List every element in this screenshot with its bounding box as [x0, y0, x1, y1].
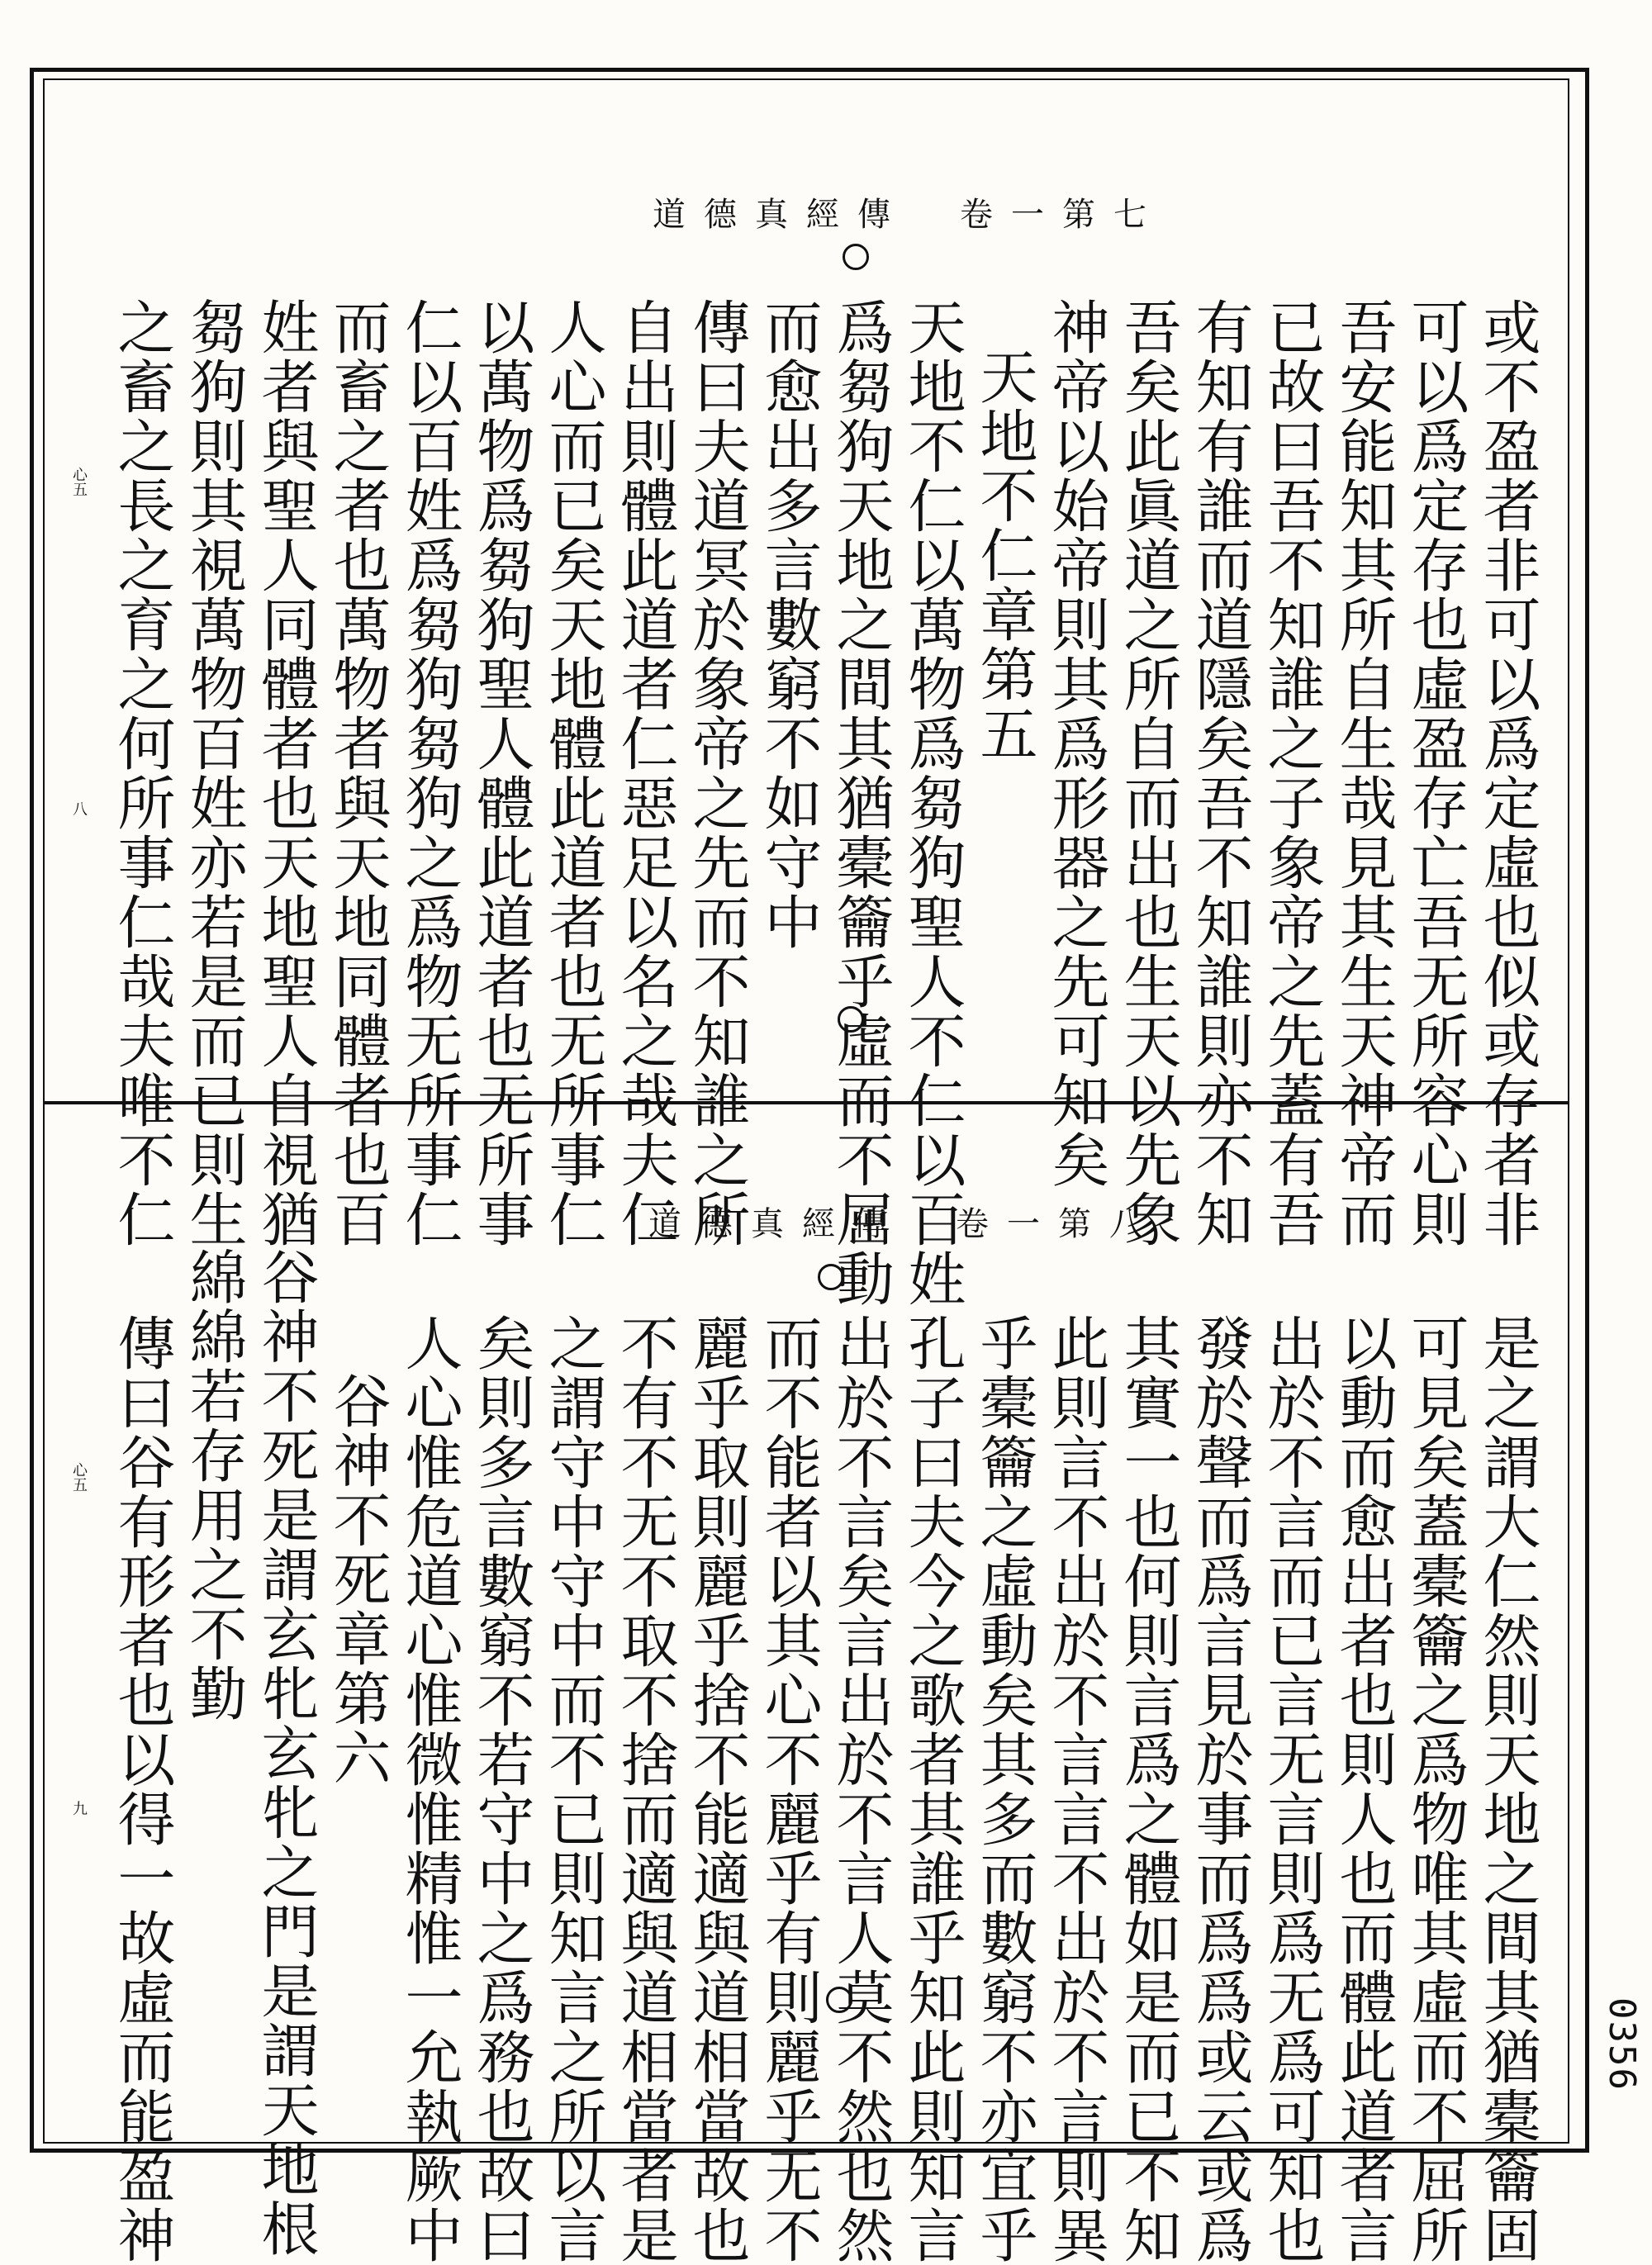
bottom-column-16: 人心惟危道心惟微惟精惟一允執厥中 — [396, 1313, 463, 2265]
top-margin-note-2: 八 — [70, 801, 88, 816]
top-column-15: 以萬物爲芻狗聖人體此道者也无所事 — [468, 297, 535, 1249]
top-column-19: 芻狗則其視萬物百姓亦若是而已則生 — [180, 297, 248, 1249]
bottom-margin-note-1: 心五 — [70, 1462, 88, 1492]
bottom-column-15: 矣則多言數窮不若守中之爲務也故曰 — [468, 1313, 535, 2265]
top-column-17: 而畜之者也萬物者與天地同體者也百 — [324, 297, 392, 1249]
bottom-column-20: 傳曰谷有形者也以得一故虛而能盈神 — [108, 1313, 176, 2265]
page-number: 0356 — [1601, 1997, 1643, 2092]
top-column-4: 已故曰吾不知誰之子象帝之先蓋有吾 — [1258, 297, 1326, 1249]
bottom-circle-mark-2 — [826, 1987, 852, 2013]
top-running-header: 道德真經傳 卷一第七 — [653, 196, 1165, 234]
bottom-column-11: 而不能者以其心不麗乎有則麗乎无不 — [755, 1313, 823, 2265]
top-column-3: 吾安能知其所自生哉見其生天神帝而 — [1330, 297, 1398, 1249]
top-circle-mark-2 — [838, 1006, 864, 1033]
bottom-column-4: 出於不言而已言无言則爲无爲可知也 — [1258, 1313, 1326, 2265]
bottom-running-header: 道德真經傳 卷一第八 — [648, 1205, 1161, 1243]
bottom-margin-note-2: 九 — [70, 1801, 88, 1816]
bottom-column-3: 以動而愈出者也則人也而體此道者言 — [1330, 1313, 1398, 2265]
bottom-column-19: 綿綿若存用之不勤 — [180, 1247, 248, 1723]
top-column-9: 天地不仁以萬物爲芻狗聖人不仁以百姓 — [899, 297, 966, 1308]
top-circle-mark-1 — [843, 244, 869, 270]
bottom-column-17: 谷神不死章第六 — [324, 1371, 392, 1788]
bottom-column-9: 孔子曰夫今之歌者其誰乎知此則知言 — [899, 1313, 966, 2265]
top-column-2: 可以爲定存也虛盈存亡吾无所容心則 — [1402, 297, 1469, 1249]
top-column-14: 人心而已矣天地體此道者也无所事仁 — [539, 297, 607, 1249]
bottom-column-14: 之謂守中守中而不已則知言之所以言 — [539, 1313, 607, 2265]
top-column-1: 或不盈者非可以爲定虛也似或存者非 — [1474, 297, 1541, 1249]
bottom-column-1: 是之謂大仁然則天地之間其猶橐籥固 — [1474, 1313, 1541, 2265]
bottom-circle-mark-1 — [818, 1264, 844, 1290]
top-margin-note-1: 心五 — [70, 467, 88, 496]
bottom-column-6: 其實一也何則言爲之體如是而已不知 — [1114, 1313, 1182, 2265]
bottom-column-2: 可見矣蓋橐籥之爲物唯其虛而不屈所 — [1402, 1313, 1469, 2265]
top-column-5: 有知有誰而道隱矣吾不知誰則亦不知 — [1186, 297, 1254, 1249]
top-column-18: 姓者與聖人同體者也天地聖人自視猶 — [252, 297, 320, 1249]
top-column-7: 神帝以始帝則其爲形器之先可知矣 — [1042, 297, 1110, 1189]
top-column-6: 吾矣此眞道之所自而出也生天以先象 — [1114, 297, 1182, 1249]
bottom-column-18: 谷神不死是謂玄牝玄牝之門是謂天地根 — [252, 1247, 320, 2258]
bottom-column-5: 發於聲而爲言見於事而爲爲或云或爲 — [1186, 1313, 1254, 2265]
bottom-column-7: 此則言不出於不言言不出於不言則異 — [1042, 1313, 1110, 2265]
bottom-column-10: 出於不言矣言出於不言人莫不然也然 — [827, 1313, 895, 2265]
top-column-16: 仁以百姓爲芻狗芻狗之爲物无所事仁 — [396, 297, 463, 1249]
top-column-11: 而愈出多言數窮不如守中 — [755, 297, 823, 952]
bottom-column-13: 不有不无不取不捨而適與道相當者是 — [611, 1313, 679, 2265]
bottom-column-8: 乎橐籥之虛動矣其多而數窮不亦宜乎 — [971, 1313, 1038, 2265]
top-column-13: 自出則體此道者仁惡足以名之哉夫仁 — [611, 297, 679, 1249]
top-column-10: 爲芻狗天地之間其猶橐籥乎虛而不屈動 — [827, 297, 895, 1308]
bottom-column-12: 麗乎取則麗乎捨不能適與道相當故也 — [683, 1313, 751, 2265]
top-column-12: 傳曰夫道冥於象帝之先而不知誰之所 — [683, 297, 751, 1249]
top-column-20: 之畜之長之育之何所事仁哉夫唯不仁 — [108, 297, 176, 1249]
top-column-8: 天地不仁章第五 — [971, 347, 1038, 763]
